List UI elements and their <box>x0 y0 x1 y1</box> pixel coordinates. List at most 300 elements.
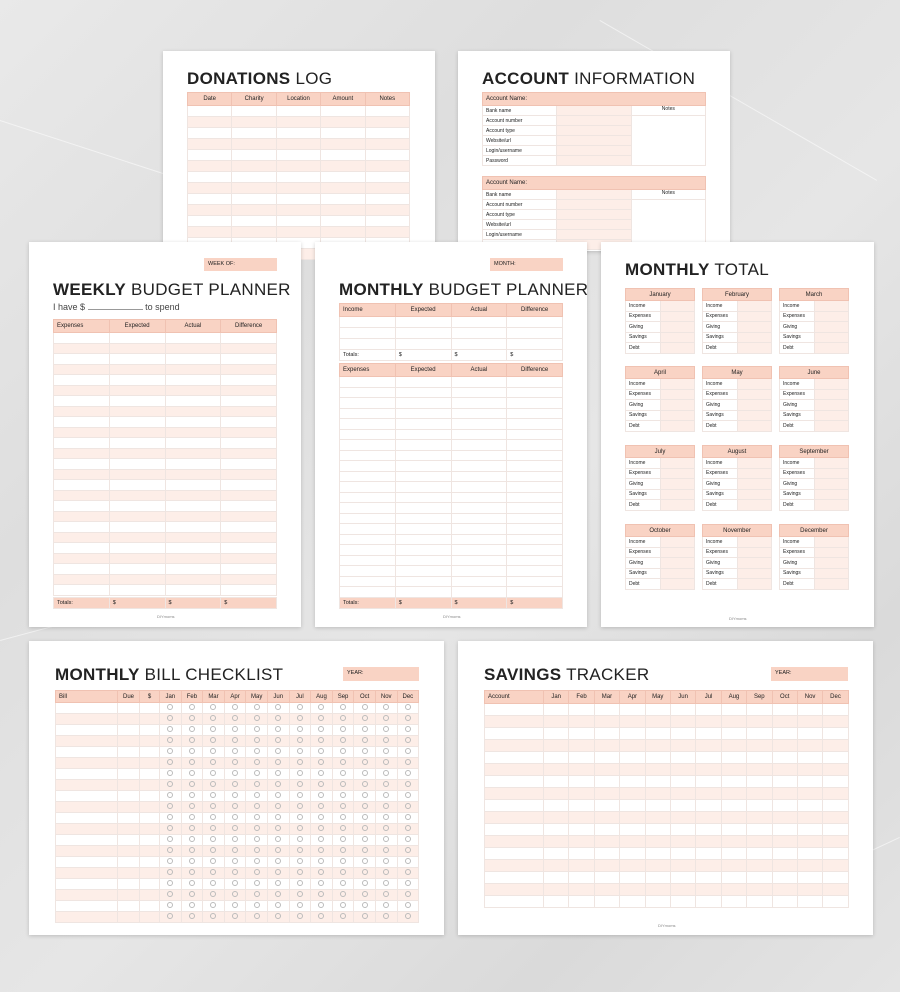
table-cell[interactable] <box>311 813 333 824</box>
table-cell[interactable] <box>395 587 451 598</box>
table-cell[interactable] <box>289 912 311 923</box>
table-cell[interactable] <box>620 800 645 812</box>
table-cell[interactable] <box>181 857 203 868</box>
table-cell[interactable] <box>267 714 289 725</box>
table-cell[interactable] <box>289 835 311 846</box>
table-cell[interactable] <box>772 716 797 728</box>
table-cell[interactable] <box>395 328 451 339</box>
checkbox-circle-icon[interactable] <box>254 891 260 897</box>
table-cell[interactable] <box>221 490 277 501</box>
table-cell[interactable] <box>118 780 140 791</box>
table-cell[interactable] <box>354 901 376 912</box>
table-cell[interactable] <box>140 703 160 714</box>
table-cell[interactable] <box>188 172 232 183</box>
checkbox-circle-icon[interactable] <box>254 847 260 853</box>
month-row-value[interactable] <box>737 558 772 569</box>
table-cell[interactable] <box>485 896 544 908</box>
table-cell[interactable] <box>56 835 118 846</box>
checkbox-circle-icon[interactable] <box>232 836 238 842</box>
table-cell[interactable] <box>246 780 268 791</box>
checkbox-circle-icon[interactable] <box>297 715 303 721</box>
table-cell[interactable] <box>594 836 619 848</box>
table-cell[interactable] <box>375 846 397 857</box>
checkbox-circle-icon[interactable] <box>167 803 173 809</box>
table-cell[interactable] <box>395 492 451 503</box>
month-row-value[interactable] <box>814 579 849 590</box>
checkbox-circle-icon[interactable] <box>405 726 411 732</box>
table-cell[interactable] <box>118 868 140 879</box>
table-cell[interactable] <box>203 835 225 846</box>
table-cell[interactable] <box>507 566 563 577</box>
checkbox-circle-icon[interactable] <box>318 836 324 842</box>
month-row-value[interactable] <box>814 343 849 354</box>
table-cell[interactable] <box>289 758 311 769</box>
table-cell[interactable] <box>451 429 507 440</box>
table-cell[interactable] <box>645 728 670 740</box>
table-cell[interactable] <box>485 764 544 776</box>
table-cell[interactable] <box>507 555 563 566</box>
checkbox-circle-icon[interactable] <box>318 737 324 743</box>
table-cell[interactable] <box>311 846 333 857</box>
table-cell[interactable] <box>109 501 165 512</box>
table-cell[interactable] <box>365 117 409 128</box>
checkbox-circle-icon[interactable] <box>362 792 368 798</box>
table-cell[interactable] <box>160 890 182 901</box>
table-cell[interactable] <box>224 835 246 846</box>
checkbox-circle-icon[interactable] <box>297 902 303 908</box>
table-cell[interactable] <box>160 846 182 857</box>
table-cell[interactable] <box>507 461 563 472</box>
table-cell[interactable] <box>544 788 569 800</box>
table-cell[interactable] <box>451 440 507 451</box>
table-cell[interactable] <box>332 901 354 912</box>
table-cell[interactable] <box>670 812 695 824</box>
table-cell[interactable] <box>54 543 110 554</box>
table-cell[interactable] <box>375 901 397 912</box>
checkbox-circle-icon[interactable] <box>318 781 324 787</box>
table-cell[interactable] <box>569 776 594 788</box>
table-cell[interactable] <box>696 740 721 752</box>
table-cell[interactable] <box>696 788 721 800</box>
table-cell[interactable] <box>224 791 246 802</box>
checkbox-circle-icon[interactable] <box>383 803 389 809</box>
checkbox-circle-icon[interactable] <box>362 814 368 820</box>
table-cell[interactable] <box>118 791 140 802</box>
checkbox-circle-icon[interactable] <box>383 891 389 897</box>
table-cell[interactable] <box>354 725 376 736</box>
table-cell[interactable] <box>321 227 365 238</box>
table-cell[interactable] <box>311 780 333 791</box>
table-cell[interactable] <box>772 764 797 776</box>
table-cell[interactable] <box>620 824 645 836</box>
table-cell[interactable] <box>118 890 140 901</box>
table-cell[interactable] <box>289 802 311 813</box>
checkbox-circle-icon[interactable] <box>254 737 260 743</box>
table-cell[interactable] <box>670 836 695 848</box>
table-cell[interactable] <box>160 868 182 879</box>
checkbox-circle-icon[interactable] <box>232 913 238 919</box>
table-cell[interactable] <box>340 534 396 545</box>
table-cell[interactable] <box>395 429 451 440</box>
table-cell[interactable] <box>56 813 118 824</box>
table-cell[interactable] <box>340 513 396 524</box>
checkbox-circle-icon[interactable] <box>254 704 260 710</box>
table-cell[interactable] <box>645 716 670 728</box>
table-cell[interactable] <box>221 396 277 407</box>
checkbox-circle-icon[interactable] <box>297 858 303 864</box>
account-field-value[interactable] <box>557 116 631 126</box>
checkbox-circle-icon[interactable] <box>405 858 411 864</box>
month-row-value[interactable] <box>814 558 849 569</box>
checkbox-circle-icon[interactable] <box>383 847 389 853</box>
checkbox-circle-icon[interactable] <box>340 737 346 743</box>
table-cell[interactable] <box>118 802 140 813</box>
table-cell[interactable] <box>670 716 695 728</box>
table-cell[interactable] <box>276 139 320 150</box>
checkbox-circle-icon[interactable] <box>318 748 324 754</box>
table-cell[interactable] <box>721 776 746 788</box>
checkbox-circle-icon[interactable] <box>210 792 216 798</box>
table-cell[interactable] <box>340 576 396 587</box>
month-row-value[interactable] <box>737 479 772 490</box>
checkbox-circle-icon[interactable] <box>254 869 260 875</box>
table-cell[interactable] <box>188 106 232 117</box>
table-cell[interactable] <box>451 545 507 556</box>
table-cell[interactable] <box>365 194 409 205</box>
table-cell[interactable] <box>267 813 289 824</box>
table-cell[interactable] <box>188 150 232 161</box>
table-cell[interactable] <box>747 764 772 776</box>
checkbox-circle-icon[interactable] <box>167 704 173 710</box>
table-cell[interactable] <box>507 339 563 350</box>
checkbox-circle-icon[interactable] <box>383 825 389 831</box>
table-cell[interactable] <box>507 503 563 514</box>
checkbox-circle-icon[interactable] <box>254 880 260 886</box>
checkbox-circle-icon[interactable] <box>318 858 324 864</box>
table-cell[interactable] <box>54 459 110 470</box>
table-cell[interactable] <box>276 117 320 128</box>
table-cell[interactable] <box>797 728 822 740</box>
table-cell[interactable] <box>221 522 277 533</box>
table-cell[interactable] <box>311 835 333 846</box>
table-cell[interactable] <box>224 725 246 736</box>
table-cell[interactable] <box>321 172 365 183</box>
month-row-value[interactable] <box>737 537 772 548</box>
table-cell[interactable] <box>289 780 311 791</box>
table-cell[interactable] <box>232 227 276 238</box>
table-cell[interactable] <box>181 846 203 857</box>
checkbox-circle-icon[interactable] <box>383 748 389 754</box>
table-cell[interactable] <box>340 566 396 577</box>
table-cell[interactable] <box>221 438 277 449</box>
checkbox-circle-icon[interactable] <box>297 704 303 710</box>
table-cell[interactable] <box>395 339 451 350</box>
table-cell[interactable] <box>507 545 563 556</box>
table-cell[interactable] <box>797 884 822 896</box>
table-cell[interactable] <box>544 800 569 812</box>
table-cell[interactable] <box>181 714 203 725</box>
table-cell[interactable] <box>289 703 311 714</box>
table-cell[interactable] <box>165 375 221 386</box>
checkbox-circle-icon[interactable] <box>254 814 260 820</box>
checkbox-circle-icon[interactable] <box>275 891 281 897</box>
checkbox-circle-icon[interactable] <box>275 825 281 831</box>
table-cell[interactable] <box>54 343 110 354</box>
month-row-value[interactable] <box>737 301 772 312</box>
account-field-value[interactable] <box>557 230 631 240</box>
table-cell[interactable] <box>181 835 203 846</box>
table-cell[interactable] <box>203 769 225 780</box>
checkbox-circle-icon[interactable] <box>232 781 238 787</box>
table-cell[interactable] <box>224 824 246 835</box>
table-cell[interactable] <box>181 901 203 912</box>
table-cell[interactable] <box>375 780 397 791</box>
table-cell[interactable] <box>232 139 276 150</box>
table-cell[interactable] <box>620 728 645 740</box>
month-row-value[interactable] <box>660 322 695 333</box>
checkbox-circle-icon[interactable] <box>275 704 281 710</box>
table-cell[interactable] <box>375 703 397 714</box>
table-cell[interactable] <box>823 764 848 776</box>
table-cell[interactable] <box>395 576 451 587</box>
table-cell[interactable] <box>311 868 333 879</box>
table-cell[interactable] <box>160 703 182 714</box>
checkbox-circle-icon[interactable] <box>405 836 411 842</box>
table-cell[interactable] <box>620 740 645 752</box>
table-cell[interactable] <box>56 703 118 714</box>
table-cell[interactable] <box>340 492 396 503</box>
table-cell[interactable] <box>140 725 160 736</box>
table-cell[interactable] <box>485 872 544 884</box>
table-cell[interactable] <box>696 872 721 884</box>
table-cell[interactable] <box>569 896 594 908</box>
table-cell[interactable] <box>451 566 507 577</box>
checkbox-circle-icon[interactable] <box>318 814 324 820</box>
table-cell[interactable] <box>160 857 182 868</box>
table-cell[interactable] <box>544 824 569 836</box>
table-cell[interactable] <box>747 824 772 836</box>
month-row-value[interactable] <box>737 389 772 400</box>
checkbox-circle-icon[interactable] <box>405 715 411 721</box>
table-cell[interactable] <box>289 714 311 725</box>
checkbox-circle-icon[interactable] <box>383 814 389 820</box>
table-cell[interactable] <box>311 703 333 714</box>
table-cell[interactable] <box>332 846 354 857</box>
table-cell[interactable] <box>375 758 397 769</box>
table-cell[interactable] <box>507 398 563 409</box>
account-field-value[interactable] <box>557 126 631 136</box>
table-cell[interactable] <box>140 835 160 846</box>
table-cell[interactable] <box>267 747 289 758</box>
table-cell[interactable] <box>221 459 277 470</box>
table-cell[interactable] <box>340 524 396 535</box>
table-cell[interactable] <box>118 736 140 747</box>
table-cell[interactable] <box>289 879 311 890</box>
table-cell[interactable] <box>160 725 182 736</box>
table-cell[interactable] <box>375 802 397 813</box>
table-cell[interactable] <box>365 106 409 117</box>
table-cell[interactable] <box>696 824 721 836</box>
table-cell[interactable] <box>109 543 165 554</box>
checkbox-circle-icon[interactable] <box>232 737 238 743</box>
month-row-value[interactable] <box>737 458 772 469</box>
table-cell[interactable] <box>569 740 594 752</box>
checkbox-circle-icon[interactable] <box>210 902 216 908</box>
table-cell[interactable] <box>340 419 396 430</box>
table-cell[interactable] <box>772 860 797 872</box>
table-cell[interactable] <box>267 736 289 747</box>
table-cell[interactable] <box>118 703 140 714</box>
checkbox-circle-icon[interactable] <box>189 880 195 886</box>
table-cell[interactable] <box>160 769 182 780</box>
total-cell[interactable]: $ <box>507 350 563 361</box>
checkbox-circle-icon[interactable] <box>210 715 216 721</box>
checkbox-circle-icon[interactable] <box>297 825 303 831</box>
account-notes-box[interactable] <box>631 116 705 166</box>
table-cell[interactable] <box>56 725 118 736</box>
checkbox-circle-icon[interactable] <box>210 748 216 754</box>
checkbox-circle-icon[interactable] <box>275 803 281 809</box>
table-cell[interactable] <box>181 769 203 780</box>
checkbox-circle-icon[interactable] <box>167 869 173 875</box>
table-cell[interactable] <box>747 860 772 872</box>
table-cell[interactable] <box>395 408 451 419</box>
table-cell[interactable] <box>721 884 746 896</box>
table-cell[interactable] <box>188 139 232 150</box>
table-cell[interactable] <box>109 522 165 533</box>
table-cell[interactable] <box>340 317 396 328</box>
checkbox-circle-icon[interactable] <box>275 792 281 798</box>
table-cell[interactable] <box>747 788 772 800</box>
table-cell[interactable] <box>109 459 165 470</box>
table-cell[interactable] <box>140 890 160 901</box>
table-cell[interactable] <box>188 216 232 227</box>
checkbox-circle-icon[interactable] <box>383 902 389 908</box>
checkbox-circle-icon[interactable] <box>189 913 195 919</box>
checkbox-circle-icon[interactable] <box>210 891 216 897</box>
table-cell[interactable] <box>203 846 225 857</box>
table-cell[interactable] <box>645 896 670 908</box>
table-cell[interactable] <box>321 106 365 117</box>
table-cell[interactable] <box>224 802 246 813</box>
checkbox-circle-icon[interactable] <box>210 814 216 820</box>
checkbox-circle-icon[interactable] <box>210 913 216 919</box>
table-cell[interactable] <box>594 848 619 860</box>
table-cell[interactable] <box>165 427 221 438</box>
table-cell[interactable] <box>395 317 451 328</box>
table-cell[interactable] <box>267 791 289 802</box>
month-row-value[interactable] <box>737 421 772 432</box>
checkbox-circle-icon[interactable] <box>232 803 238 809</box>
table-cell[interactable] <box>203 912 225 923</box>
table-cell[interactable] <box>375 769 397 780</box>
checkbox-circle-icon[interactable] <box>167 748 173 754</box>
table-cell[interactable] <box>165 501 221 512</box>
table-cell[interactable] <box>321 139 365 150</box>
table-cell[interactable] <box>451 328 507 339</box>
table-cell[interactable] <box>395 524 451 535</box>
table-cell[interactable] <box>54 406 110 417</box>
table-cell[interactable] <box>221 553 277 564</box>
checkbox-circle-icon[interactable] <box>232 814 238 820</box>
table-cell[interactable] <box>56 747 118 758</box>
checkbox-circle-icon[interactable] <box>362 715 368 721</box>
table-cell[interactable] <box>54 511 110 522</box>
table-cell[interactable] <box>311 758 333 769</box>
table-cell[interactable] <box>332 714 354 725</box>
checkbox-circle-icon[interactable] <box>340 726 346 732</box>
table-cell[interactable] <box>140 912 160 923</box>
table-cell[interactable] <box>140 813 160 824</box>
month-row-value[interactable] <box>814 568 849 579</box>
table-cell[interactable] <box>140 791 160 802</box>
table-cell[interactable] <box>267 703 289 714</box>
table-cell[interactable] <box>118 879 140 890</box>
table-cell[interactable] <box>696 716 721 728</box>
table-cell[interactable] <box>721 764 746 776</box>
checkbox-circle-icon[interactable] <box>340 858 346 864</box>
table-cell[interactable] <box>797 704 822 716</box>
table-cell[interactable] <box>354 879 376 890</box>
table-cell[interactable] <box>289 890 311 901</box>
month-row-value[interactable] <box>737 547 772 558</box>
table-cell[interactable] <box>823 872 848 884</box>
checkbox-circle-icon[interactable] <box>232 880 238 886</box>
checkbox-circle-icon[interactable] <box>189 891 195 897</box>
checkbox-circle-icon[interactable] <box>340 880 346 886</box>
table-cell[interactable] <box>224 714 246 725</box>
table-cell[interactable] <box>109 343 165 354</box>
table-cell[interactable] <box>246 791 268 802</box>
table-cell[interactable] <box>232 150 276 161</box>
table-cell[interactable] <box>140 868 160 879</box>
table-cell[interactable] <box>620 884 645 896</box>
checkbox-circle-icon[interactable] <box>340 803 346 809</box>
table-cell[interactable] <box>354 714 376 725</box>
table-cell[interactable] <box>140 736 160 747</box>
checkbox-circle-icon[interactable] <box>405 748 411 754</box>
table-cell[interactable] <box>451 408 507 419</box>
table-cell[interactable] <box>645 776 670 788</box>
checkbox-circle-icon[interactable] <box>232 891 238 897</box>
month-row-value[interactable] <box>814 322 849 333</box>
month-row-value[interactable] <box>660 558 695 569</box>
table-cell[interactable] <box>267 835 289 846</box>
table-cell[interactable] <box>544 872 569 884</box>
table-cell[interactable] <box>160 802 182 813</box>
table-cell[interactable] <box>165 511 221 522</box>
checkbox-circle-icon[interactable] <box>383 759 389 765</box>
checkbox-circle-icon[interactable] <box>232 869 238 875</box>
table-cell[interactable] <box>721 836 746 848</box>
table-cell[interactable] <box>747 752 772 764</box>
checkbox-circle-icon[interactable] <box>167 759 173 765</box>
table-cell[interactable] <box>246 714 268 725</box>
table-cell[interactable] <box>181 813 203 824</box>
checkbox-circle-icon[interactable] <box>210 847 216 853</box>
table-cell[interactable] <box>232 128 276 139</box>
table-cell[interactable] <box>321 216 365 227</box>
table-cell[interactable] <box>221 406 277 417</box>
table-cell[interactable] <box>221 417 277 428</box>
table-cell[interactable] <box>397 780 419 791</box>
table-cell[interactable] <box>696 728 721 740</box>
table-cell[interactable] <box>54 385 110 396</box>
table-cell[interactable] <box>188 117 232 128</box>
checkbox-circle-icon[interactable] <box>210 781 216 787</box>
checkbox-circle-icon[interactable] <box>383 737 389 743</box>
month-row-value[interactable] <box>814 547 849 558</box>
